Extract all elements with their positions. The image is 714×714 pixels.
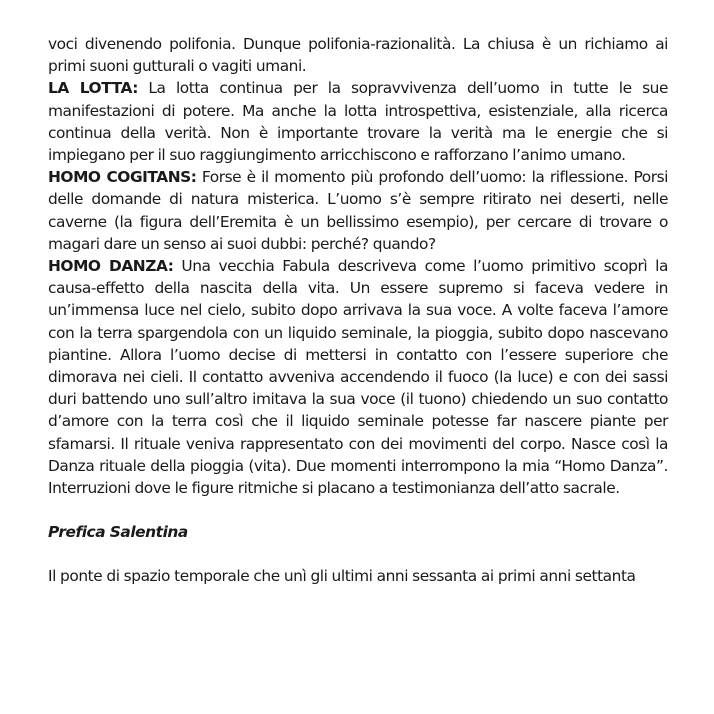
section-title: Prefica Salentina xyxy=(48,523,188,542)
paragraph-text: Forse è il momento più profondo dell’uomo: la riflessione. Porsi delle domande di natura misterica. L’uomo s’è sempre ritirato nei deserti, nelle caverne (la figura dell’Eremita è un bellissimo esempio), per cercare di trovare o magari dare un senso ai suoi dubbi: perché? quando? xyxy=(48,168,668,253)
paragraph-text: Una vecchia Fabula descriveva come l’uomo primitivo scoprì la causa-effetto della nascita della vita. Un essere supremo si faceva vedere in un’immensa luce nel cielo, subito dopo arrivava la sua voce. A volte faceva l’amore con la terra spargendola con un liquido seminale, la pioggia, subito dopo nascevano piantine. Allora l’uomo decise di mettersi in contatto con l’essere superiore che dimorava nei cieli. Il contatto avveniva accendendo il fuoco (la luce) e con dei sassi duri battendo uno sull’altro imitava la sua voce (il tuono) chiedendo un suo contatto d’amore con la terra così che il liquido seminale potesse far nascere piante per sfamarsi. Il rituale veniva rappresentato con dei movimenti del corpo. Nasce così la Danza rituale della pioggia (vita). Due momenti interrompono la mia “Homo Danza”. Interruzioni dove le figure ritmiche si placano a testimonianza dell’atto sacrale. xyxy=(48,257,668,498)
paragraph-text: voci divenendo polifonia. Dunque polifonia-razionalità. La chiusa è un richiamo ai primi suoni gutturali o vagiti umani. xyxy=(48,35,668,76)
paragraph-la-lotta xyxy=(48,77,668,166)
paragraph-homo-danza xyxy=(48,255,668,499)
paragraph-homo-cogitans xyxy=(48,166,668,255)
paragraph-intro xyxy=(48,33,668,77)
paragraph-heading: HOMO DANZA: xyxy=(48,257,174,276)
paragraph-text: La lotta continua per la sopravvivenza dell’uomo in tutte le sue manifestazioni di potere. Ma anche la lotta introspettiva, esistenziale, alla ricerca continua della verità. Non è importante trovare la verità ma le energie che si impiegano per il suo raggiungimento arricchiscono e rafforzano l’animo umano. xyxy=(48,79,668,165)
paragraph-heading: LA LOTTA: xyxy=(48,79,138,98)
paragraph-heading: HOMO COGITANS: xyxy=(48,168,197,187)
document-page xyxy=(48,33,668,588)
paragraph-closing: Il ponte di spazio temporale che unì gli ultimi anni sessanta ai primi anni settanta xyxy=(48,567,636,586)
